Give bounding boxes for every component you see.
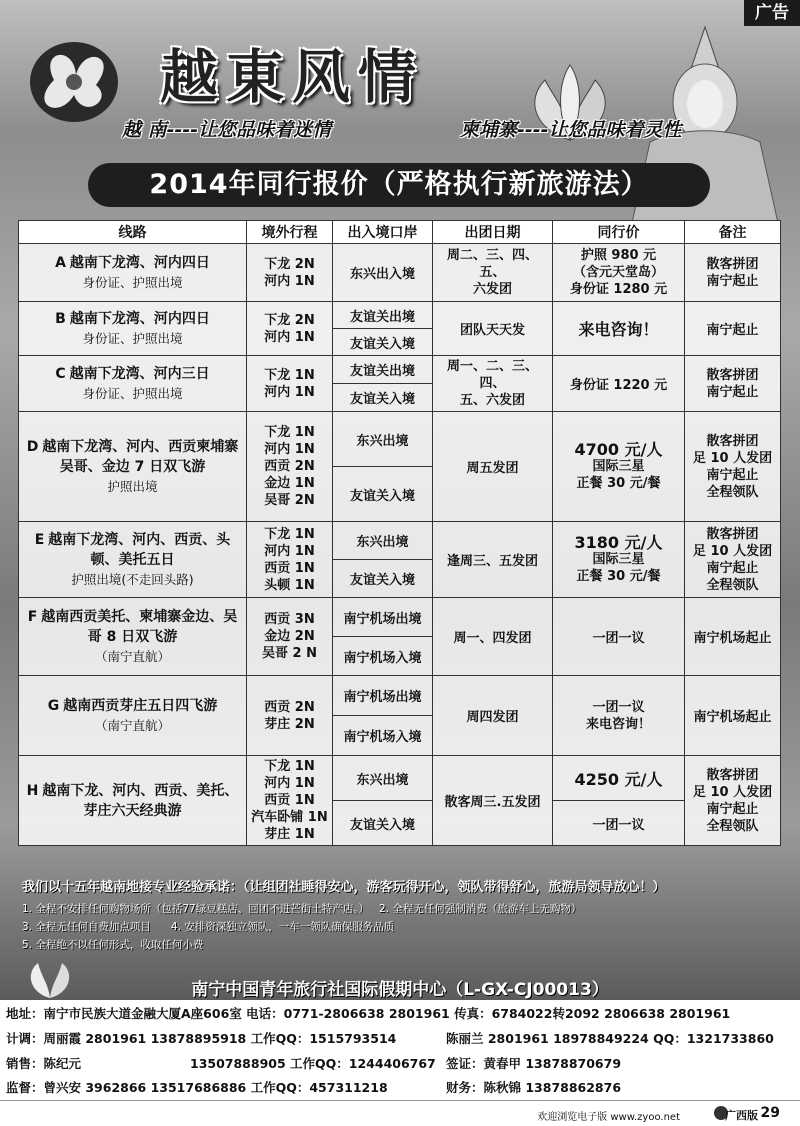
service-promise: 我们以十五年越南地接专业经验承诺：（让组团社睡得安心，游客玩得开心，领队带得舒心，旅游局领导放心！） <box>22 880 666 895</box>
date-cell <box>433 356 553 412</box>
date-cell: 周五发团 <box>433 412 553 522</box>
remark-line: 散客拼团 <box>706 433 759 449</box>
remark-line: 全程领队 <box>706 484 759 500</box>
route-name: 越南下龙湾、河内三日 <box>69 365 210 382</box>
price-table <box>18 220 781 846</box>
header-route: 线路 <box>19 221 247 244</box>
remark-line: 散客拼团 <box>706 767 759 783</box>
header-ports: 出入境口岸 <box>333 221 433 244</box>
date-cell: 周一、四发团 <box>433 598 553 676</box>
port-cell: 南宁机场出境 <box>333 676 433 716</box>
table-row <box>19 598 781 637</box>
port-cell: 友谊关出境 <box>333 302 433 329</box>
table-row <box>19 676 781 716</box>
date-line: 周二、三、四、五、 <box>446 248 538 280</box>
page-footer <box>0 1100 800 1126</box>
table-header-row <box>19 221 781 244</box>
remark-line: 散客拼团 <box>706 367 759 383</box>
itinerary-item: 河内 1N <box>264 329 315 345</box>
date-cell: 散客周三.五发团 <box>433 756 553 846</box>
header-remark: 备注 <box>685 221 781 244</box>
agency-name: 南宁中国青年旅行社国际假期中心（L-GX-CJ00013） <box>191 980 609 1000</box>
itinerary-item: 河内 1N <box>264 442 315 457</box>
remark-cell <box>685 412 781 522</box>
route-cell <box>19 412 247 522</box>
date-cell: 周四发团 <box>433 676 553 756</box>
route-id: H <box>26 782 39 799</box>
date-line: 五、六发团 <box>459 393 525 408</box>
price-cell: 4250 元/人 <box>553 756 685 801</box>
route-doc: 护照出境(不走回头路) <box>71 571 194 587</box>
price-line: 一团一议 <box>592 699 645 715</box>
remark-line: 南宁起止 <box>706 801 759 817</box>
route-cell <box>19 676 247 756</box>
itinerary-item: 下龙 1N <box>264 425 315 440</box>
remark-line: 全程领队 <box>706 818 759 834</box>
ad-tag: 广告 <box>744 0 800 26</box>
route-cell <box>19 522 247 598</box>
header-price: 同行价 <box>553 221 685 244</box>
route-name: 越南下龙湾、河内四日 <box>69 310 210 327</box>
route-name: 越南下龙湾、河内、西贡柬埔寨吴哥、金边 7 日双飞游 <box>42 438 239 475</box>
contact-panel <box>0 1000 800 1100</box>
table-row <box>19 412 781 467</box>
table-row <box>19 522 781 560</box>
remark-line: 南宁起止 <box>706 273 759 289</box>
route-id: E <box>34 531 45 548</box>
itinerary-item: 金边 2N <box>264 629 315 644</box>
price-line: 身份证 1280 元 <box>569 282 668 297</box>
remark-cell: 南宁机场起止 <box>685 598 781 676</box>
itinerary-item: 西贡 3N <box>264 612 315 627</box>
price-cell: 来电咨询！ <box>553 302 685 356</box>
price-cell <box>553 676 685 756</box>
table-row <box>19 756 781 801</box>
itinerary-item: 金边 1N <box>264 476 315 491</box>
port-cell: 东兴出入境 <box>333 244 433 302</box>
route-doc: 护照出境 <box>107 478 158 494</box>
note-item: 5. 全程绝不以任何形式，收取任何小费 <box>22 939 204 951</box>
note-item: 2. 全程无任何强制消费（旅游车上无购物） <box>378 903 582 915</box>
route-name: 越南下龙湾、河内、西贡、头顿、美托五日 <box>48 531 231 568</box>
note-item: 3. 全程无任何自费加点项目 <box>22 921 151 933</box>
port-cell: 友谊关入境 <box>333 384 433 412</box>
remark-line: 足 10 人发团 <box>692 450 773 466</box>
price-line: 正餐 30 元/餐 <box>576 569 661 584</box>
price-line: 国际三星 <box>592 552 645 567</box>
itinerary-item: 下龙 2N <box>264 312 315 328</box>
route-doc: 身份证、护照出境 <box>82 330 183 346</box>
table-row <box>19 356 781 384</box>
table-row <box>19 302 781 329</box>
route-id: D <box>26 438 39 455</box>
itinerary-item: 吴哥 2 N <box>262 646 317 661</box>
price-line: 正餐 30 元/餐 <box>576 476 661 491</box>
remark-cell <box>685 522 781 598</box>
port-cell: 东兴出境 <box>333 412 433 467</box>
itinerary-item: 汽车卧铺 1N <box>251 810 328 825</box>
itinerary-item: 下龙 1N <box>264 759 315 774</box>
route-id: A <box>55 254 66 271</box>
itinerary-item: 下龙 1N <box>264 367 315 383</box>
remark-cell: 南宁机场起止 <box>685 676 781 756</box>
remark-cell: 南宁起止 <box>685 302 781 356</box>
contact-finance: 财务：陈秋锦 13878862876 <box>446 1080 622 1095</box>
contact-visa: 签证：黄春甲 13878870679 <box>446 1056 622 1071</box>
itinerary-item: 西贡 1N <box>264 560 315 576</box>
route-id: B <box>55 310 66 327</box>
price-cell: 一团一议 <box>553 801 685 846</box>
price-cell: 一团一议 <box>553 598 685 676</box>
remark-cell <box>685 356 781 412</box>
route-id: C <box>55 365 66 382</box>
itinerary-cell <box>247 356 333 412</box>
price-line: 护照 980 元 <box>580 248 657 263</box>
itinerary-item: 西贡 2N <box>264 459 315 474</box>
remark-line: 散客拼团 <box>706 526 759 542</box>
route-name: 越南下龙湾、河内四日 <box>69 254 210 271</box>
footer-site-link[interactable]: 欢迎浏览电子版 www.zyoo.net <box>537 1112 680 1123</box>
price-line: 3180 元/人 <box>574 533 663 552</box>
page-title: 越東风情 <box>160 43 425 111</box>
contact-sales-phone: 13507888905 工作QQ：1244406767 <box>190 1056 436 1071</box>
itinerary-cell <box>247 676 333 756</box>
remark-line: 散客拼团 <box>706 256 759 272</box>
route-cell <box>19 244 247 302</box>
notes-list <box>22 900 581 954</box>
port-cell: 东兴出境 <box>333 756 433 801</box>
itinerary-cell <box>247 598 333 676</box>
itinerary-item: 西贡 1N <box>264 793 315 808</box>
itinerary-item: 西贡 2N <box>264 699 315 715</box>
table-row <box>19 244 781 302</box>
remark-line: 足 10 人发团 <box>692 543 773 559</box>
header-itinerary: 境外行程 <box>247 221 333 244</box>
date-line: 周一、二、三、四、 <box>446 359 538 391</box>
price-cell: 身份证 1220 元 <box>553 356 685 412</box>
price-line: （含元天堂岛） <box>572 265 664 280</box>
price-cell <box>553 522 685 598</box>
itinerary-item: 芽庄 1N <box>264 827 315 842</box>
route-name: 越南西贡芽庄五日四飞游 <box>63 697 218 714</box>
itinerary-item: 河内 1N <box>264 273 315 289</box>
header-dates: 出团日期 <box>433 221 553 244</box>
itinerary-item: 吴哥 2N <box>264 493 315 508</box>
remark-line: 足 10 人发团 <box>692 784 773 800</box>
remark-line: 南宁起止 <box>706 467 759 483</box>
contact-planner: 计调：周丽霞 2801961 13878895918 工作QQ：1515793514 <box>6 1031 397 1046</box>
route-id: G <box>47 697 60 714</box>
remark-line: 南宁起止 <box>706 560 759 576</box>
slogan-cambodia: 柬埔寨----让您品味着灵性 <box>460 119 682 141</box>
footer-edition: 广西版 <box>725 1109 758 1122</box>
date-line: 六发团 <box>472 282 512 297</box>
page-number: 29 <box>760 1105 780 1121</box>
contact-sales: 销售：陈纪元 <box>6 1056 82 1071</box>
price-cell <box>553 412 685 522</box>
contact-planner-2: 陈丽兰 2801961 18978849224 QQ：1321733860 <box>446 1031 774 1046</box>
date-cell: 团队天天发 <box>433 302 553 356</box>
itinerary-item: 下龙 2N <box>264 256 315 272</box>
route-doc: （南宁直航） <box>94 648 170 664</box>
date-cell <box>433 244 553 302</box>
itinerary-cell <box>247 412 333 522</box>
agency-logo-icon <box>20 958 80 1003</box>
route-doc: （南宁直航） <box>94 717 170 733</box>
route-cell <box>19 756 247 846</box>
itinerary-item: 头顿 1N <box>264 577 315 593</box>
price-cell <box>553 244 685 302</box>
route-doc: 身份证、护照出境 <box>82 274 183 290</box>
route-doc: 身份证、护照出境 <box>82 385 183 401</box>
price-banner: 2014年同行报价（严格执行新旅游法） <box>88 163 710 207</box>
port-cell: 南宁机场出境 <box>333 598 433 637</box>
date-cell: 逢周三、五发团 <box>433 522 553 598</box>
itinerary-cell <box>247 244 333 302</box>
route-name: 越南下龙、河内、西贡、美托、芽庄六天经典游 <box>42 782 239 819</box>
contact-address: 地址：南宁市民族大道金融大厦A座606室 电话：0771-2806638 2801961 传真：6784022转2092 2806638 2801961 <box>6 1006 731 1021</box>
remark-cell <box>685 756 781 846</box>
price-line: 来电咨询！ <box>585 716 651 732</box>
route-name: 越南西贡美托、柬埔寨金边、吴哥 8 日双飞游 <box>41 608 238 645</box>
port-cell: 友谊关入境 <box>333 467 433 522</box>
itinerary-item: 河内 1N <box>264 543 315 559</box>
route-cell <box>19 598 247 676</box>
slogan-vietnam: 越 南----让您品味着迷情 <box>122 119 332 141</box>
itinerary-cell <box>247 756 333 846</box>
port-cell: 友谊关入境 <box>333 560 433 598</box>
price-line: 4700 元/人 <box>574 440 663 459</box>
itinerary-cell <box>247 302 333 356</box>
itinerary-item: 芽庄 2N <box>264 716 315 732</box>
port-cell: 友谊关入境 <box>333 801 433 846</box>
itinerary-item: 河内 1N <box>264 384 315 400</box>
note-item: 4. 安排资深独立领队，一车一领队确保服务品质 <box>170 921 395 933</box>
remark-line: 南宁起止 <box>706 384 759 400</box>
route-cell <box>19 356 247 412</box>
route-id: F <box>27 608 38 625</box>
route-cell <box>19 302 247 356</box>
itinerary-item: 河内 1N <box>264 776 315 791</box>
port-cell: 南宁机场入境 <box>333 716 433 756</box>
port-cell: 南宁机场入境 <box>333 637 433 676</box>
itinerary-cell <box>247 522 333 598</box>
remark-line: 全程领队 <box>706 577 759 593</box>
remark-cell <box>685 244 781 302</box>
port-cell: 友谊关入境 <box>333 329 433 356</box>
note-item: 1. 全程不安排任何购物场所（包括77绿豆糕店、回团不进芒街土特产店。） <box>22 903 369 915</box>
port-cell: 东兴出境 <box>333 522 433 560</box>
port-cell: 友谊关出境 <box>333 356 433 384</box>
price-line: 国际三星 <box>592 459 645 474</box>
itinerary-item: 下龙 1N <box>264 526 315 542</box>
contact-supervisor: 监督：曾兴安 3962866 13517686886 工作QQ：457311218 <box>6 1080 388 1095</box>
